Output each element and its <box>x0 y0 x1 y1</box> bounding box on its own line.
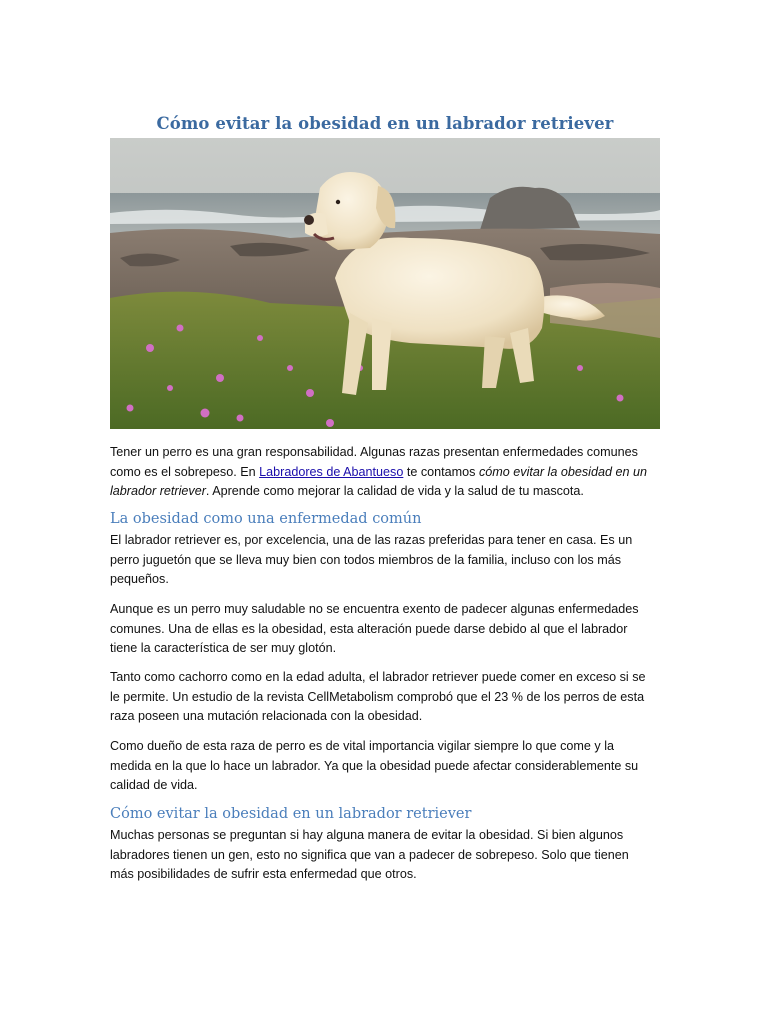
intro-text-1: Tener un perro es una gran responsabilidad. Algunas razas presentan enfermedades comunes como es el sobrepeso. En <box>110 445 638 479</box>
section1-paragraph-1: El labrador retriever es, por excelencia, una de las razas preferidas para tener en casa. Es un perro juguetón que se lleva muy bien con todos miembros de la familia, incluso con los más pequeños. <box>110 533 633 586</box>
section2-paragraph-1: Muchas personas se preguntan si hay alguna manera de evitar la obesidad. Si bien algunos labradores tienen un gen, esto no significa que van a padecer de sobrepeso. Solo que tienen más posibilidades de sufrir esta enfermedad que otros. <box>110 828 629 881</box>
intro-text-2: te contamos <box>403 464 479 479</box>
section1-paragraph-4: Como dueño de esta raza de perro es de vital importancia vigilar siempre lo que come y la medida en la que lo hace un labrador. Ya que la obesidad puede afectar considerablemente su calidad de vida. <box>110 739 639 792</box>
intro-paragraph <box>110 443 665 502</box>
section1-paragraph-3: Tanto como cachorro como en la edad adulta, el labrador retriever puede comer en exceso si se le permite. Un estudio de la revista CellMetabolism comprobó que el 23 % de los perros de esta raza poseen una mutación relacionada con la obesidad. <box>110 670 646 723</box>
section-heading-prevention: Cómo evitar la obesidad en un labrador retriever <box>110 806 472 822</box>
document-title: Cómo evitar la obesidad en un labrador retriever <box>156 114 614 133</box>
labradores-de-abantueso-link[interactable]: Labradores de Abantueso <box>259 464 404 479</box>
intro-text-3: . Aprende como mejorar la calidad de vida y la salud de tu mascota. <box>205 484 584 498</box>
labrador-photo-illustration <box>110 138 660 429</box>
section-heading-obesity: La obesidad como una enfermedad común <box>110 511 422 527</box>
section1-paragraph-2: Aunque es un perro muy saludable no se encuentra exento de padecer algunas enfermedades comunes. Una de ellas es la obesidad, esta alteración puede darse debido al que el labrador tiene la característica de ser muy glotón. <box>110 602 639 655</box>
intro-emphasis: cómo evitar la obesidad en un labrador retriever <box>110 464 647 498</box>
labrador-photo <box>110 138 660 429</box>
